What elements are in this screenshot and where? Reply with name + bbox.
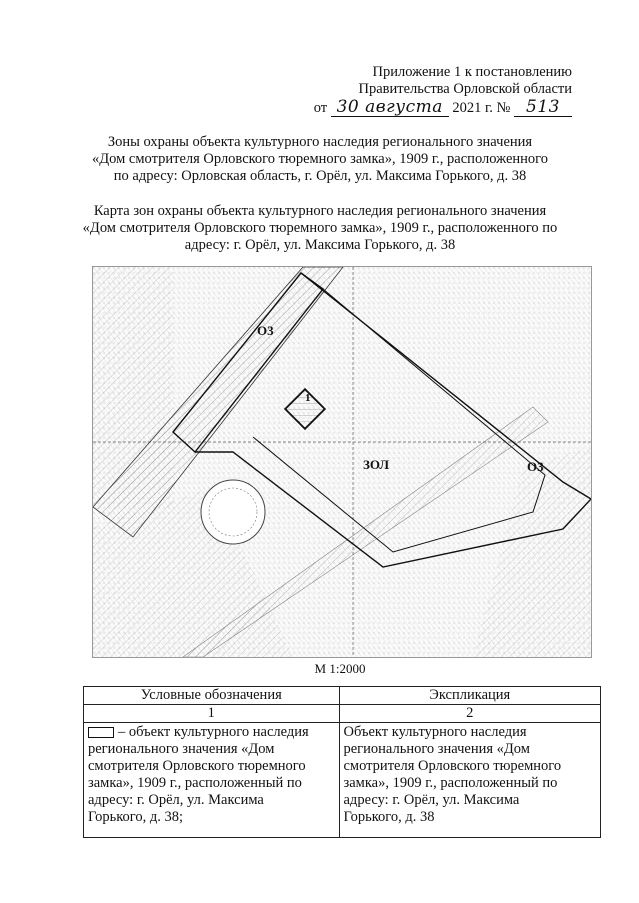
legend-left-line-5: адресу: г. Орёл, ул. Максима — [88, 792, 264, 808]
legend-cell-right — [339, 723, 601, 838]
legend-header-right: Экспликация — [339, 687, 601, 705]
document-title — [60, 134, 580, 185]
map-title-line-3: адресу: г. Орёл, ул. Максима Горького, д. 38 — [184, 237, 456, 253]
legend-content-row — [84, 723, 601, 838]
object-symbol-icon — [88, 727, 114, 738]
map-title-line-2: «Дом смотрителя Орловского тюремного замка», 1909 г., расположенного по — [82, 220, 558, 236]
year-text: 2021 г. № — [452, 100, 511, 116]
date-prefix: от — [313, 100, 328, 116]
legend-left-text-1: – объект культурного наследия — [118, 724, 309, 740]
left-dense-area — [93, 267, 173, 507]
legend-header-left: Условные обозначения — [84, 687, 340, 705]
map-drawing — [93, 267, 591, 657]
appendix-line-1: Приложение 1 к постановлению — [372, 64, 572, 80]
appendix-date-line — [300, 99, 572, 117]
legend-right-line-3: смотрителя Орловского тюремного — [343, 758, 562, 774]
legend-right-line-1: Объект культурного наследия — [343, 724, 527, 740]
legend-left-line-6: Горького, д. 38; — [88, 809, 184, 825]
protection-zones-map — [92, 266, 592, 658]
legend-right-line-4: замка», 1909 г., расположенный по — [343, 775, 558, 791]
handwritten-date: 30 августа — [331, 99, 449, 117]
legend-left-line-2: регионального значения «Дом — [88, 741, 275, 757]
legend-header-row — [84, 687, 601, 705]
title-line-2: «Дом смотрителя Орловского тюремного замка», 1909 г., расположенного — [92, 151, 548, 167]
label-zol: ЗОЛ — [363, 457, 390, 472]
map-title — [60, 203, 580, 254]
legend-num-right: 2 — [339, 705, 601, 723]
legend-cell-left — [84, 723, 340, 838]
legend-num-left: 1 — [84, 705, 340, 723]
title-line-3: по адресу: Орловская область, г. Орёл, ул. Максима Горького, д. 38 — [113, 168, 527, 184]
label-object-1: 1 — [305, 392, 311, 404]
map-title-line-1: Карта зон охраны объекта культурного наследия регионального значения — [93, 203, 547, 219]
appendix-line-2: Правительства Орловской области — [358, 81, 572, 97]
appendix-header — [300, 64, 572, 117]
round-plaza — [201, 480, 265, 544]
label-o3-left: О3 — [257, 323, 274, 338]
legend-right-line-5: адресу: г. Орёл, ул. Максима — [343, 792, 520, 808]
handwritten-number: 513 — [514, 99, 572, 117]
legend-left-line-4: замка», 1909 г., расположенный по — [88, 775, 302, 791]
label-o3-right: О3 — [527, 459, 544, 474]
legend-right-line-6: Горького, д. 38 — [343, 809, 435, 825]
legend-number-row — [84, 705, 601, 723]
legend-left-line-3: смотрителя Орловского тюремного — [88, 758, 306, 774]
map-scale: М 1:2000 — [314, 661, 366, 676]
legend-table — [83, 686, 601, 838]
legend-left-line-1 — [88, 724, 335, 741]
title-line-1: Зоны охраны объекта культурного наследия регионального значения — [107, 134, 533, 150]
legend-right-line-2: регионального значения «Дом — [343, 741, 530, 757]
